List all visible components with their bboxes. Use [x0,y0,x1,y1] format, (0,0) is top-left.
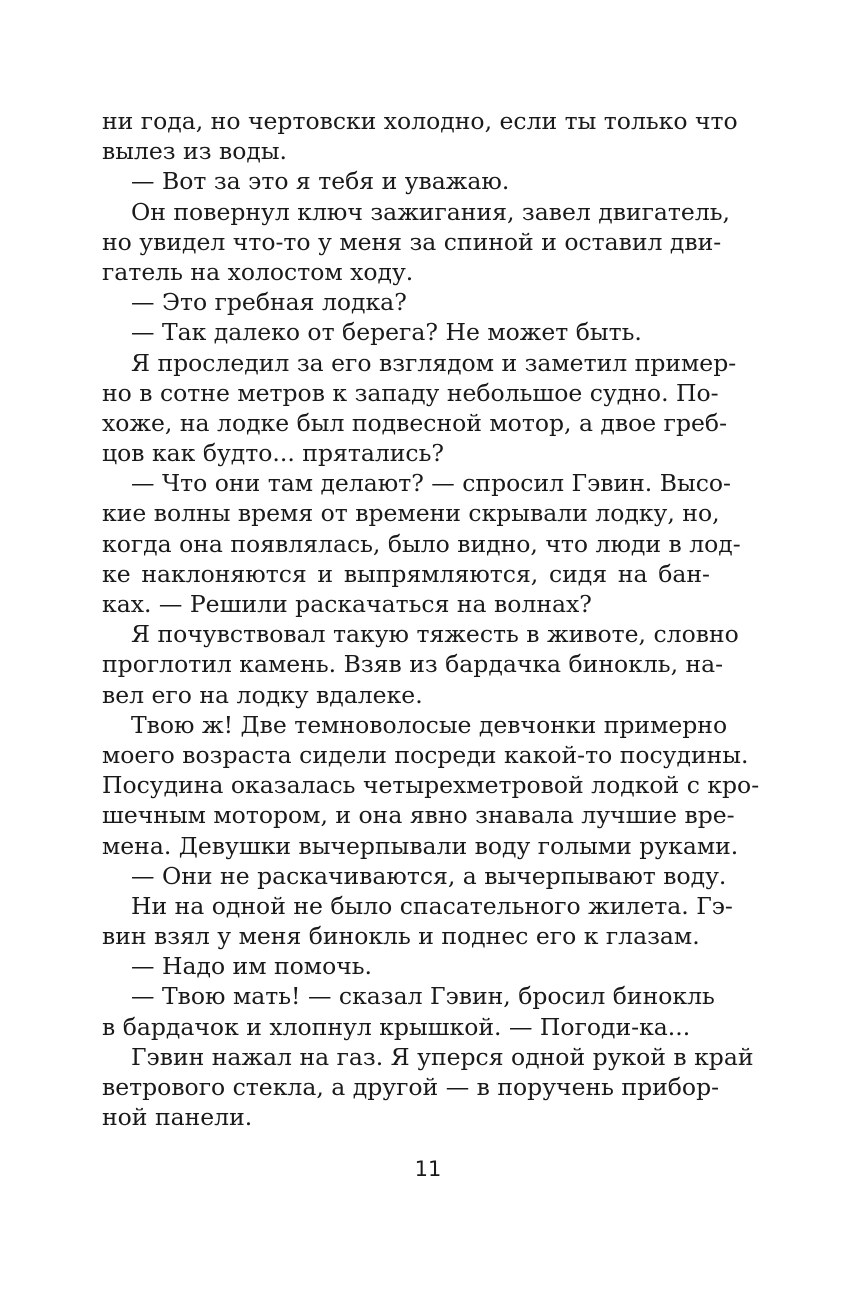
text-line: Я проследил за его взглядом и заметил пример- [131,348,737,377]
text-line: — Вот за это я тебя и уважаю. [131,167,510,196]
text-line: Гэвин нажал на газ. Я уперся одной рукой в край [131,1042,754,1071]
text-line: мена. Девушки вычерпывали воду голыми руками. [102,831,739,860]
text-line: Посудина оказалась четырехметровой лодкой с кро- [102,771,760,800]
text-line: Я почувствовал такую тяжесть в животе, словно [131,620,739,649]
text-line: проглотил камень. Взяв из бардачка бинокль, на- [102,650,724,679]
text-line: моего возраста сидели посреди какой-то посудины. [102,740,749,769]
page-body [102,106,760,1132]
text-line: вылез из воды. [102,137,288,166]
text-line: гатель на холостом ходу. [102,257,414,286]
text-line: ках. — Решили раскачаться на волнах? [102,590,592,618]
text-line: вин взял у меня бинокль и поднес его к глазам. [102,922,700,951]
text-line: ной панели. [102,1103,253,1132]
text-line: вел его на лодку вдалеке. [102,680,423,709]
text-line: шечным мотором, и она явно знавала лучшие вре- [102,801,735,830]
text-line: — Это гребная лодка? [131,288,407,317]
text-line: — Они не раскачиваются, а вычерпывают воду. [131,861,727,890]
text-line: ни года, но чертовски холодно, если ты только что [102,107,738,135]
text-line: — Так далеко от берега? Не может быть. [131,318,642,347]
text-line: — Что они там делают? — спросил Гэвин. Высо- [131,469,731,498]
text-line: Он повернул ключ зажигания, завел двигатель, [131,197,731,226]
text-line: ке наклоняются и выпрямляются, сидя на бан- [102,559,710,588]
text-line: кие волны время от времени скрывали лодку, но, [102,499,720,528]
text-line: но в сотне метров к западу небольшое судно. По- [102,378,719,407]
text-line: — Твою мать! — сказал Гэвин, бросил бинокль [131,982,715,1011]
text-line: — Надо им помочь. [131,952,373,981]
text-line: Ни на одной не было спасательного жилета. Гэ- [131,891,733,920]
text-line: в бардачок и хлопнул крышкой. — Погоди-ка... [102,1012,691,1041]
text-line: когда она появлялась, было видно, что люди в лод- [102,529,741,558]
page-number: 11 [414,1157,442,1181]
text-line: Твою ж! Две темноволосые девчонки примерно [131,710,728,739]
text-line: хоже, на лодке был подвесной мотор, а двое греб- [102,408,728,437]
text-line: цов как будто... прятались? [102,439,444,468]
text-line: но увидел что-то у меня за спиной и оставил дви- [102,227,722,256]
text-line: ветрового стекла, а другой — в поручень прибор- [102,1073,720,1101]
